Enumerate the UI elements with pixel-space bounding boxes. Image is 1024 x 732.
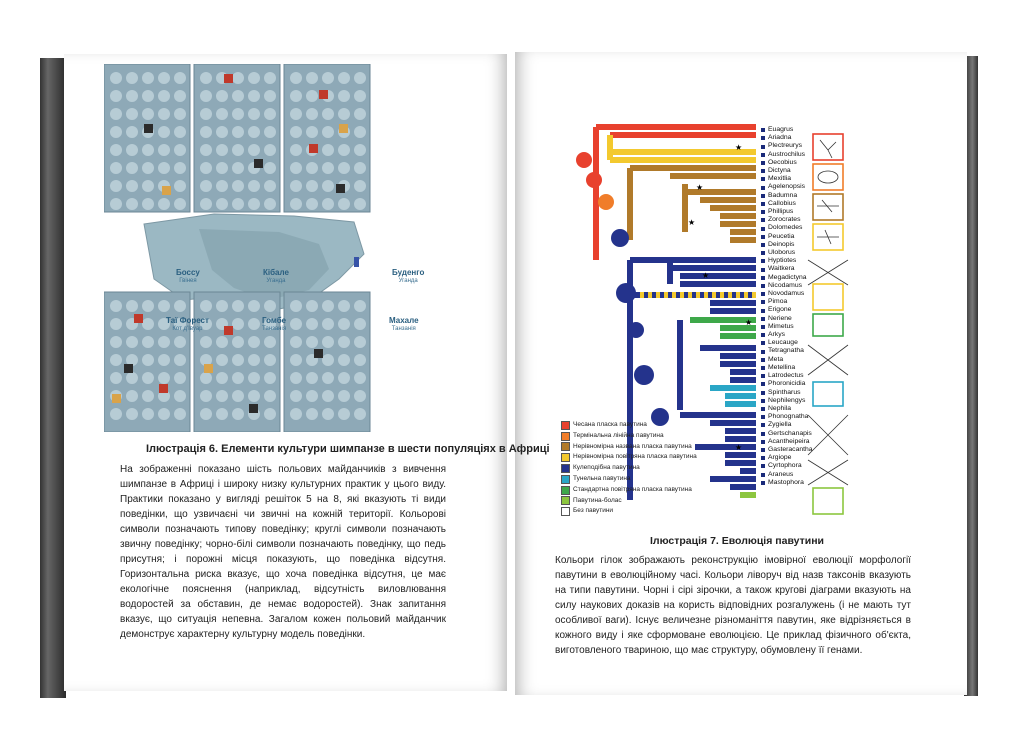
taxon-label: Cyrtophora — [761, 462, 813, 470]
figure7-caption: Кольори гілок зображають реконструкцію імовірної еволюції морфології павутини в еволюційному часі. Кольори ліворуч від назв таксонів вказують на типи павутини. Чорні і сірі зірочки, а також кругові діаграми вказують на силу наукових доказів на користь відповідних розгалужень (і не мають тут особливої ваги). Існує величезне різноманіття павутин, яке відрізняється в кожного виду і яке сформоване еволюцією. Це приклад фізичного об'єкта, виготовленого твариною, що має структуру, обумовлену її генами. — [555, 555, 911, 656]
taxon-label: Zorocrates — [761, 216, 813, 224]
left-page-stack — [40, 58, 66, 698]
taxon-label: Uloborus — [761, 249, 813, 257]
figure7-legend — [561, 420, 697, 517]
site-label: Кібале Уганда — [263, 268, 289, 284]
taxon-label: Neriene — [761, 315, 813, 323]
legend-item: Стандартна повітряна пласка павутина — [561, 485, 697, 496]
legend-item: Павутина-болас — [561, 496, 697, 507]
legend-item: Без павутини — [561, 506, 697, 517]
taxon-label: Leucauge — [761, 339, 813, 347]
taxon-label: Phoronicidia — [761, 380, 813, 388]
taxon-label: Hyptiotes — [761, 257, 813, 265]
taxon-label: Dolomedes — [761, 224, 813, 232]
taxon-label: Mastophora — [761, 479, 813, 487]
site-label: Гомбе Танзанія — [262, 316, 287, 332]
taxon-label: Latrodectus — [761, 372, 813, 380]
taxon-label: Waitkera — [761, 265, 813, 273]
svg-text:★: ★ — [735, 143, 743, 152]
taxon-label: Phillipus — [761, 208, 813, 216]
taxon-label: Gertschanapis — [761, 430, 813, 438]
figure6-caption: На зображенні показано шість польових майданчиків з вивчення шимпанзе в Африці і широку низку культурних практик у цього виду. Практики показано у вигляді решіток 5 на 8, які вказують ті види поведінки, що узвичаєні чи звичні на кожній території. Кольорові символи позначають типову поведінку; круглі символи позначають звичну поведінку; чорно-білі символи позначають поведінку, що педь присутня; і порожні місця показують, що поведінка відсутня. Горизонтальна риска вказує, що хоча поведінка відсутня, це має екологічне пояснення (наприклад, відсутність виловлювання водоростей за обставин, де немає водоростей). Знак запитання вказує, що ситуація непевна. Загалом кожен польовий майданчик демонструє характерну культурну модель поведінки. — [120, 464, 446, 640]
taxon-label: Peucetia — [761, 233, 813, 241]
taxon-label: Oecobius — [761, 159, 813, 167]
taxon-label: Pimoa — [761, 298, 813, 306]
taxon-label: Acantheipeira — [761, 438, 813, 446]
taxon-label: Tetragnatha — [761, 347, 813, 355]
taxon-label: Callobius — [761, 200, 813, 208]
taxon-label: Spintharus — [761, 389, 813, 397]
site-label: Таї Форест Кот д'Івуар — [166, 316, 209, 332]
site-label: Буденго Уганда — [392, 268, 425, 284]
legend-item: Тунельна павутина — [561, 474, 697, 485]
taxon-label: Mexitlia — [761, 175, 813, 183]
legend-item: Нерівномірна повітряна пласка павутина — [561, 452, 697, 463]
svg-text:★: ★ — [735, 443, 743, 452]
taxon-label: Meta — [761, 356, 813, 364]
taxon-label: Argiope — [761, 454, 813, 462]
figure6-graphic — [104, 64, 376, 432]
taxon-label: Gasteracantha — [761, 446, 813, 454]
taxon-label: Arkys — [761, 331, 813, 339]
taxon-label: Nicodamus — [761, 282, 813, 290]
taxon-label: Nephila — [761, 405, 813, 413]
taxon-label: Ariadna — [761, 134, 813, 142]
taxon-label: Badumna — [761, 192, 813, 200]
taxon-label: Agelenopsis — [761, 183, 813, 191]
svg-text:★: ★ — [702, 271, 710, 280]
taxon-label: Mimetus — [761, 323, 813, 331]
taxon-label: Plectreurys — [761, 142, 813, 150]
taxon-label: Euagrus — [761, 126, 813, 134]
svg-text:★: ★ — [688, 218, 696, 227]
taxon-label: Megadictyna — [761, 274, 813, 282]
taxon-label: Nephilengys — [761, 397, 813, 405]
legend-item: Нерівномірна названа пласка павутина — [561, 442, 697, 453]
taxon-label: Zygiella — [761, 421, 813, 429]
legend-item: Кулеподібна павутина — [561, 463, 697, 474]
site-label: Боссу Гвінея — [176, 268, 200, 284]
legend-item: Чесана пласка павутина — [561, 420, 697, 431]
taxon-label: Araneus — [761, 471, 813, 479]
legend-item: Термінальна лінійна павутина — [561, 431, 697, 442]
taxon-label: Austrochilus — [761, 151, 813, 159]
site-label: Махале Танзанія — [389, 316, 419, 332]
taxon-label: Erigone — [761, 306, 813, 314]
figure6-title: Ілюстрація 6. Елементи культури шимпанзе в шести популяціях в Африці — [146, 443, 550, 455]
taxon-label: Novodamus — [761, 290, 813, 298]
svg-text:★: ★ — [745, 318, 753, 327]
svg-text:★: ★ — [696, 183, 704, 192]
figure6-illustration — [104, 64, 376, 432]
taxon-label: Deinopis — [761, 241, 813, 249]
taxon-label: Phonognatha — [761, 413, 813, 421]
taxon-label: Metellina — [761, 364, 813, 372]
figure7-title: Ілюстрація 7. Еволюція павутини — [650, 535, 825, 547]
taxon-label: Dictyna — [761, 167, 813, 175]
taxa-list — [761, 126, 813, 487]
